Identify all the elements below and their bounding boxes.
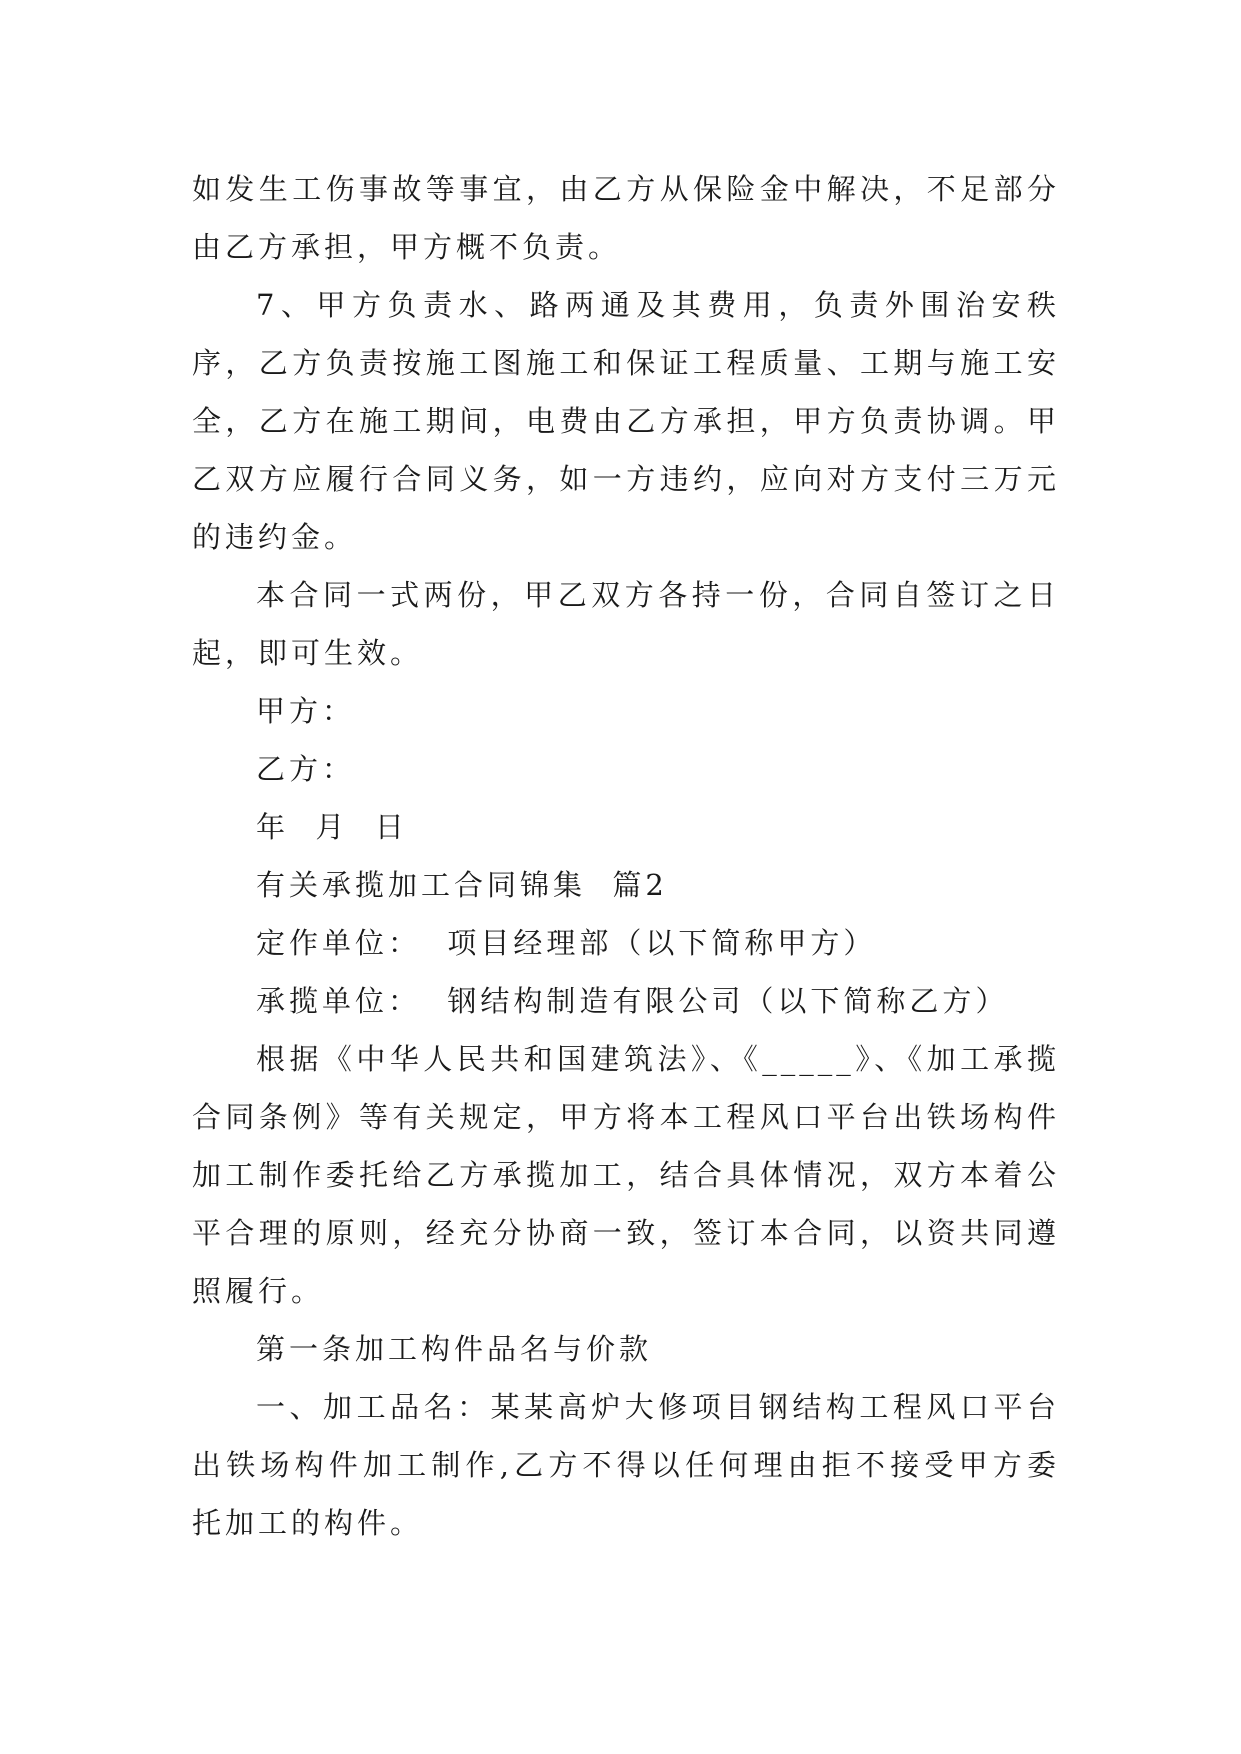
paragraph-clause-7: 7、甲方负责水、路两通及其费用，负责外围治安秩序，乙方负责按施工图施工和保证工程质量、工期与施工安全，乙方在施工期间，电费由乙方承担，甲方负责协调。甲乙双方应履行合同义务，如一方违约，应向对方支付三万元的违约金。 <box>192 288 1060 554</box>
section-title: 有关承揽加工合同锦集 篇2 <box>256 868 668 902</box>
date-line: 年 月 日 <box>256 810 408 844</box>
contractor-unit-line: 承揽单位： 钢结构制造有限公司（以下简称乙方） <box>256 984 1009 1018</box>
paragraph-product-name: 一、加工品名：某某高炉大修项目钢结构工程风口平台出铁场构件加工制作,乙方不得以任何理由拒不接受甲方委托加工的构件。 <box>192 1390 1060 1540</box>
party-b-signature-line: 乙方： <box>256 752 356 786</box>
paragraph-copies: 本合同一式两份，甲乙双方各持一份，合同自签订之日起，即可生效。 <box>192 578 1060 670</box>
paragraph-injury-clause: 如发生工伤事故等事宜，由乙方从保险金中解决，不足部分由乙方承担，甲方概不负责。 <box>192 172 1060 264</box>
ordering-unit-line: 定作单位： 项目经理部（以下简称甲方） <box>256 926 877 960</box>
party-a-signature-line: 甲方： <box>256 694 356 728</box>
document-body <box>192 160 1060 1552</box>
paragraph-legal-basis: 根据《中华人民共和国建筑法》、《_____》、《加工承揽合同条例》等有关规定，甲方将本工程风口平台出铁场构件加工制作委托给乙方承揽加工，结合具体情况，双方本着公平合理的原则，经充分协商一致，签订本合同，以资共同遵照履行。 <box>192 1042 1060 1308</box>
article-1-heading: 第一条加工构件品名与价款 <box>256 1332 653 1366</box>
